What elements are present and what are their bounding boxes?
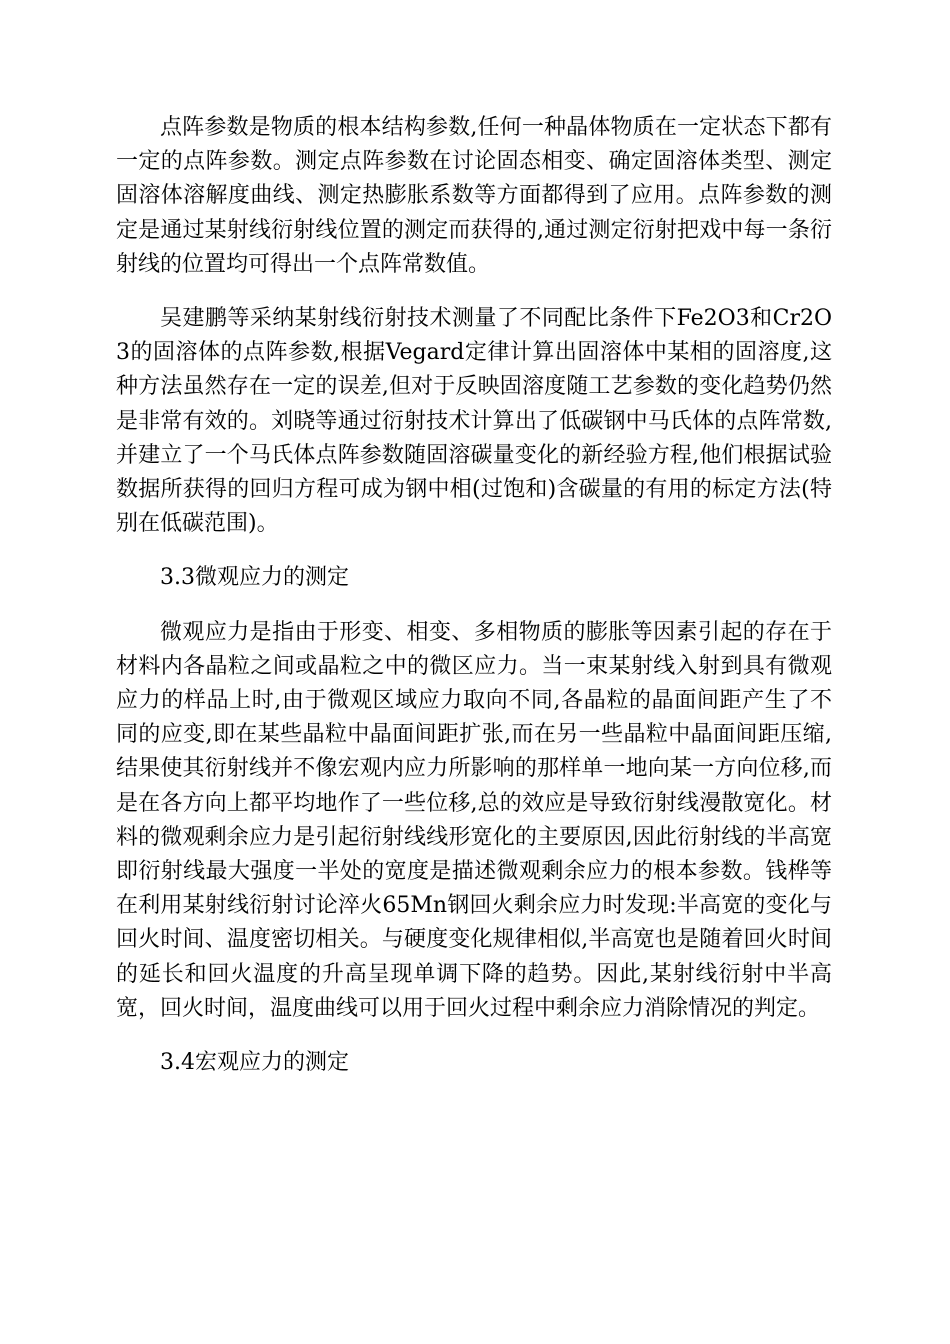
section-heading-3-3: 3.3微观应力的测定: [160, 565, 349, 591]
paragraph-micro-stress: 微观应力是指由于形变、相变、多相物质的膨胀等因素引起的存在于材料内各晶粒之间或晶粒之中的微区应力。当一束某射线入射到具有微观应力的样品上时,由于微观区域应力取向不同,各晶粒的晶面间距产生了不同的应变,即在某些晶粒中晶面间距扩张,而在另一些晶粒中晶面间距压缩,结果使其衍射线并不像宏观内应力所影响的那样单一地向某一方向位移,而是在各方向上都平均地作了一些位移,总的效应是导致衍射线漫散宽化。材料的微观剩余应力是引起衍射线线形宽化的主要原因,因此衍射线的半高宽即衍射线最大强度一半处的宽度是描述微观剩余应力的根本参数。钱桦等在利用某射线衍射讨论淬火65Mn钢回火剩余应力时发现:半高宽的变化与回火时间、温度密切相关。与硬度变化规律相似,半高宽也是随着回火时间的延长和回火温度的升高呈现单调下降的趋势。因此,某射线衍射中半高宽，回火时间，温度曲线可以用于回火过程中剩余应力消除情况的判定。: [116, 619, 832, 1021]
paragraph-solid-solution-study: 吴建鹏等采纳某射线衍射技术测量了不同配比条件下Fe2O3和Cr2O3的固溶体的点阵参数,根据Vegard定律计算出固溶体中某相的固溶度,这种方法虽然存在一定的误差,但对于反映固溶度随工艺参数的变化趋势仍然是非常有效的。刘晓等通过衍射技术计算出了低碳钢中马氏体的点阵常数,并建立了一个马氏体点阵参数随固溶碳量变化的新经验方程,他们根据试验数据所获得的回归方程可成为钢中相(过饱和)含碳量的有用的标定方法(特别在低碳范围)。: [116, 306, 832, 537]
document-page: [116, 111, 832, 1100]
paragraph-lattice-parameters: 点阵参数是物质的根本结构参数,任何一种晶体物质在一定状态下都有一定的点阵参数。测定点阵参数在讨论固态相变、确定固溶体类型、测定固溶体溶解度曲线、测定热膨胀系数等方面都得到了应用。点阵参数的测定是通过某射线衍射线位置的测定而获得的,通过测定衍射把戏中每一条衍射线的位置均可得出一个点阵常数值。: [116, 115, 832, 277]
section-heading-3-4: 3.4宏观应力的测定: [160, 1050, 349, 1076]
